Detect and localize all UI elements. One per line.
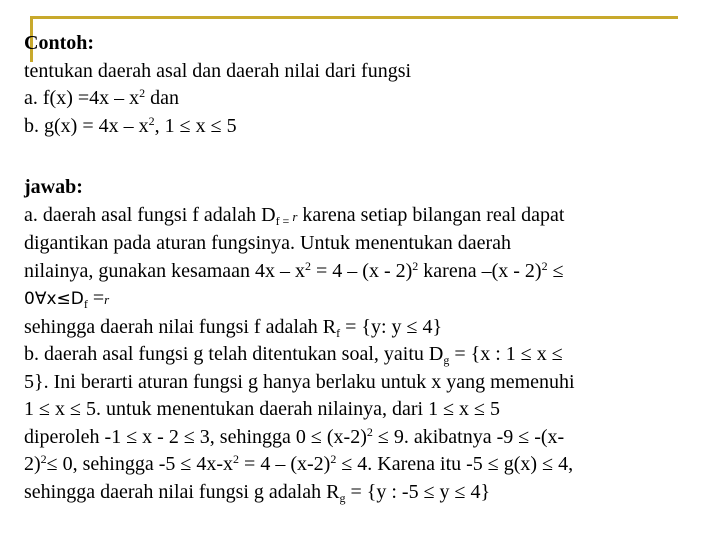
text-segment: sehingga daerah nilai fungsi g adalah R bbox=[24, 480, 340, 503]
answer-line-5 bbox=[24, 314, 704, 342]
exponent: 2 bbox=[330, 452, 337, 466]
answer-line-3 bbox=[24, 258, 704, 286]
text-segment: ≤ 4. Karena itu -5 ≤ g(x) ≤ 4, bbox=[336, 453, 574, 475]
text-segment: karena setiap bilangan real dapat bbox=[297, 203, 565, 226]
answer-line-6 bbox=[24, 341, 704, 369]
question-b bbox=[24, 113, 704, 141]
text-segment: = {y: y ≤ 4} bbox=[340, 315, 443, 338]
slide-content bbox=[24, 30, 704, 506]
subscript: f bbox=[336, 325, 341, 340]
example-heading: Contoh: bbox=[24, 32, 95, 54]
text-segment: 2) bbox=[24, 453, 41, 475]
answer-line-11 bbox=[24, 479, 704, 507]
question-b-text: b. g(x) = 4x – x bbox=[24, 114, 149, 137]
question-b-suffix: , 1 ≤ x ≤ 5 bbox=[154, 114, 237, 137]
text-segment: = 4 – (x-2) bbox=[239, 453, 331, 475]
subscript: g bbox=[443, 353, 450, 367]
text-segment: = 4 – (x - 2) bbox=[311, 259, 413, 282]
exponent: 2 bbox=[139, 86, 146, 100]
real-symbol: r bbox=[104, 292, 110, 307]
exponent: 2 bbox=[305, 258, 312, 273]
subscript: f = bbox=[275, 213, 293, 228]
answer-line-4 bbox=[24, 285, 704, 314]
answer-heading: jawab: bbox=[24, 176, 83, 198]
exponent: 2 bbox=[412, 258, 419, 273]
intro-text: tentukan daerah asal dan daerah nilai dari fungsi bbox=[24, 59, 412, 82]
text-segment: ≤ 0, sehingga -5 ≤ 4x-x bbox=[46, 453, 234, 475]
real-symbol: r bbox=[292, 208, 298, 224]
text-segment: = {y : -5 ≤ y ≤ 4} bbox=[345, 480, 491, 503]
text-segment: = bbox=[87, 287, 105, 309]
text-segment: ≤ 9. akibatnya -9 ≤ -(x- bbox=[372, 425, 565, 448]
decorative-frame-top bbox=[30, 16, 678, 19]
text-segment: b. daerah asal fungsi g telah ditentukan soal, yaitu D bbox=[24, 343, 444, 365]
exponent: 2 bbox=[40, 452, 47, 466]
question-a bbox=[24, 85, 704, 113]
subscript: f bbox=[83, 297, 88, 311]
question-a-suffix: dan bbox=[145, 87, 180, 109]
answer-line-2: digantikan pada aturan fungsinya. Untuk menentukan daerah bbox=[24, 232, 512, 254]
spacer bbox=[24, 140, 704, 174]
text-segment: 0∀x≤D bbox=[24, 289, 84, 309]
text-segment: = {x : 1 ≤ x ≤ bbox=[449, 343, 563, 365]
text-segment: a. daerah asal fungsi f adalah D bbox=[24, 203, 276, 226]
exponent: 2 bbox=[233, 452, 240, 466]
text-segment: karena –(x - 2) bbox=[418, 259, 542, 282]
subscript: g bbox=[339, 490, 346, 505]
exponent: 2 bbox=[148, 113, 155, 128]
text-segment: diperoleh -1 ≤ x - 2 ≤ 3, sehingga 0 ≤ (x-2) bbox=[24, 425, 367, 448]
answer-line-9 bbox=[24, 424, 704, 452]
question-a-text: a. f(x) =4x – x bbox=[24, 87, 140, 109]
text-segment: nilainya, gunakan kesamaan 4x – x bbox=[24, 259, 306, 282]
text-segment: ≤ bbox=[547, 259, 564, 282]
answer-line-1 bbox=[24, 202, 704, 231]
exponent: 2 bbox=[541, 258, 548, 273]
answer-line-7: 5}. Ini berarti aturan fungsi g hanya berlaku untuk x yang memenuhi bbox=[24, 370, 575, 393]
exponent: 2 bbox=[366, 424, 373, 439]
answer-line-10 bbox=[24, 451, 704, 479]
answer-line-8: 1 ≤ x ≤ 5. untuk menentukan daerah nilainya, dari 1 ≤ x ≤ 5 bbox=[24, 398, 501, 420]
text-segment: sehingga daerah nilai fungsi f adalah R bbox=[24, 315, 337, 338]
